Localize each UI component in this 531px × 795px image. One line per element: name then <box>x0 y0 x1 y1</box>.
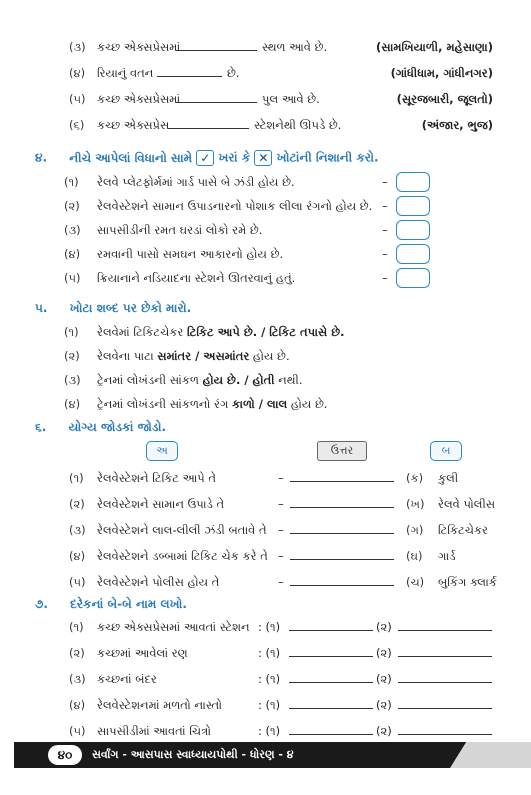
answer-blank[interactable] <box>176 50 257 51</box>
statement-text: રેલવેસ્ટેશને સામાન ઉપાડનારનો પોશાક લીલા રંગનો હોય છે. <box>97 199 373 213</box>
item-number: (૨) <box>64 349 80 363</box>
item-number: (૪) <box>69 698 86 712</box>
item-text: સાપસીડીમાં આવતાં ચિત્રો <box>97 724 212 738</box>
statement-line <box>97 397 328 412</box>
page-number: ૪૦ <box>48 745 82 765</box>
item-number: (૩) <box>69 523 86 537</box>
item-number: (૪) <box>64 247 81 261</box>
question-text: દરેકનાં બે-બે નામ લખો. <box>70 597 187 611</box>
answer-blank[interactable] <box>398 630 492 631</box>
answer-blank[interactable] <box>176 102 257 103</box>
statement-text: રેલવેમાં ટિકિટચેકર <box>97 325 188 339</box>
item-number: (૨) <box>69 646 85 660</box>
dash: – <box>382 247 388 261</box>
question-number: ૭. <box>35 597 48 611</box>
statement-text: નથી. <box>274 373 303 387</box>
statement-line <box>97 325 345 340</box>
question-number: ૫. <box>35 301 48 315</box>
question-text: ખોટા શબ્દ પર છેકો મારો. <box>69 301 192 315</box>
option-hint: (સૂરજબારી, જૂલતો) <box>396 92 493 106</box>
item-number: (૨) <box>64 199 80 213</box>
answer-blank[interactable] <box>289 630 373 631</box>
answer-column-header: ઉત્તર <box>317 441 367 461</box>
answer-blank[interactable] <box>290 559 394 560</box>
question-text: યોગ્ય જોડકાં જોડો. <box>68 420 167 434</box>
item-number: (૩) <box>69 672 86 686</box>
match-right-text: ટિકિટચેકર <box>438 523 488 537</box>
column-a-header: અ <box>146 441 178 461</box>
dash: – <box>278 549 284 563</box>
item-number: (૩) <box>64 223 81 237</box>
answer-label-1: : (૧) <box>258 672 281 686</box>
item-number: (૬) <box>69 118 85 132</box>
option-letter: (ચ) <box>406 575 425 589</box>
item-number: (૫) <box>69 724 86 738</box>
option-hint: (સામખિયાળી, મહેસાણા) <box>376 40 493 54</box>
item-text: કચ્છ એક્સપ્રેસમાં <box>97 92 181 106</box>
answer-box[interactable] <box>396 268 430 288</box>
statement-text: સાપસીડીની રમત ઘરડાં લોકો રમે છે. <box>97 223 263 237</box>
answer-box[interactable] <box>396 172 430 192</box>
dash: – <box>382 271 388 285</box>
item-text: કચ્છ એક્સપ્રેસ <box>97 118 170 132</box>
answer-blank[interactable] <box>290 533 394 534</box>
dash: – <box>278 471 284 485</box>
answer-blank[interactable] <box>290 585 394 586</box>
statement-text: રમવાની પાસો સમઘન આકારનો હોય છે. <box>97 247 284 261</box>
question-number: ૪. <box>35 150 47 165</box>
item-number: (૫) <box>64 271 81 285</box>
item-text: પુલ આવે છે. <box>262 92 320 106</box>
answer-label-1: : (૧) <box>258 724 281 738</box>
choice-text[interactable]: ટિકિટ આપે છે. / ટિકિટ તપાસે છે. <box>187 325 345 339</box>
item-text: કચ્છ એક્સપ્રેસમાં <box>97 40 181 54</box>
statement-text: હોય છે. <box>287 397 328 411</box>
footer-title: સર્વાંગ - આસપાસ સ્વાધ્યાયપોથી - ધોરણ - ૪ <box>92 748 294 761</box>
item-text: સ્ટેશનેથી ઊપડે છે. <box>254 118 342 132</box>
answer-blank[interactable] <box>289 656 373 657</box>
match-right-text: રેલવે પોલીસ <box>438 497 496 511</box>
answer-blank[interactable] <box>289 682 373 683</box>
answer-blank[interactable] <box>398 682 492 683</box>
dash: – <box>382 199 388 213</box>
answer-box[interactable] <box>396 196 430 216</box>
item-number: (૧) <box>64 175 79 189</box>
question-6-heading <box>35 420 166 435</box>
question-text: ખોટાંની નિશાની કરો. <box>276 150 379 165</box>
item-number: (૧) <box>69 471 84 485</box>
answer-box[interactable] <box>396 244 430 264</box>
item-number: (૩) <box>64 373 81 387</box>
page-footer <box>0 742 531 768</box>
column-b-header: બ <box>430 441 462 461</box>
answer-label-2: (૨) <box>376 724 392 738</box>
dash: – <box>382 175 388 189</box>
item-number: (૪) <box>69 549 86 563</box>
check-icon: ✓ <box>196 150 214 166</box>
statement-text: ટ્રેનમાં લોખંડની સાંકળ <box>97 373 203 387</box>
dash: – <box>278 497 284 511</box>
match-right-text: ગાર્ડ <box>438 549 456 563</box>
dash: – <box>382 223 388 237</box>
question-7-heading <box>35 597 187 612</box>
answer-box[interactable] <box>396 220 430 240</box>
item-number: (૫) <box>69 575 86 589</box>
item-text: છે. <box>227 66 240 80</box>
answer-label-2: (૨) <box>376 698 392 712</box>
option-letter: (ક) <box>406 471 424 485</box>
statement-text: ટ્રેનમાં લોખંડની સાંકળનો રંગ <box>97 397 233 411</box>
statement-text: ક્રિયાનાને નડિયાદના સ્ટેશને ઊતરવાનું હતું. <box>97 271 296 285</box>
item-number: (૩) <box>69 40 86 54</box>
match-left-text: રેલવેસ્ટેશને સામાન ઉપાડે તે <box>97 497 225 511</box>
statement-text: રેલવે પ્લેટફોર્મમાં ગાર્ડ પાસે બે ઝંડી હોય છે. <box>97 175 295 189</box>
dash: – <box>278 523 284 537</box>
choice-text[interactable]: કાળો / લાલ <box>232 397 288 411</box>
cross-icon: ✕ <box>254 150 272 166</box>
item-number: (૨) <box>69 497 85 511</box>
answer-label-1: : (૧) <box>258 620 281 634</box>
option-hint: (અંજાર, ભુજ) <box>421 118 493 132</box>
match-right-text: બુકિંગ ક્લાર્ક <box>438 575 497 589</box>
item-number: (૪) <box>69 66 86 80</box>
question-text: ખરાં કે <box>218 150 251 165</box>
question-5-heading <box>35 301 191 316</box>
answer-blank[interactable] <box>157 76 222 77</box>
choice-text[interactable]: હોય છે. / હોતી <box>202 373 275 387</box>
item-number: (૪) <box>64 397 81 411</box>
dash: – <box>278 575 284 589</box>
item-text: કચ્છમાં આવેલાં રણ <box>97 646 188 660</box>
answer-label-1: : (૧) <box>258 646 281 660</box>
question-number: ૬. <box>35 420 47 434</box>
answer-blank[interactable] <box>290 507 394 508</box>
answer-label-2: (૨) <box>376 672 392 686</box>
match-right-text: કુલી <box>438 471 459 485</box>
option-letter: (ગ) <box>406 523 424 537</box>
option-letter: (ઘ) <box>406 549 423 563</box>
match-left-text: રેલવેસ્ટેશને ટિકિટ આપે તે <box>97 471 217 485</box>
question-text: નીચે આપેલાં વિધાનો સામે <box>69 150 193 165</box>
item-text: કચ્છનાં બંદર <box>97 672 157 686</box>
item-text: રિયાનું વતન <box>97 66 154 80</box>
option-letter: (ખ) <box>406 497 425 511</box>
item-number: (૧) <box>64 325 79 339</box>
option-hint: (ગાંધીધામ, ગાંધીનગર) <box>390 66 493 80</box>
match-left-text: રેલવેસ્ટેશને ડબ્બામાં ટિકિટ ચેક કરે તે <box>97 549 268 563</box>
answer-blank[interactable] <box>289 734 373 735</box>
match-left-text: રેલવેસ્ટેશને પોલીસ હોય તે <box>97 575 220 589</box>
answer-blank[interactable] <box>290 481 394 482</box>
answer-label-1: : (૧) <box>258 698 281 712</box>
statement-line <box>97 349 290 364</box>
match-left-text: રેલવેસ્ટેશને લાલ-લીલી ઝંડી બતાવે તે <box>97 523 267 537</box>
statement-line <box>97 373 302 388</box>
answer-label-2: (૨) <box>376 646 392 660</box>
answer-blank[interactable] <box>398 656 492 657</box>
item-text: સ્થળ આવે છે. <box>262 40 328 54</box>
answer-blank[interactable] <box>398 734 492 735</box>
answer-label-2: (૨) <box>376 620 392 634</box>
answer-blank[interactable] <box>398 708 492 709</box>
item-number: (૧) <box>69 620 84 634</box>
statement-text: રેલવેના પાટા <box>97 349 158 363</box>
item-text: રેલવેસ્ટેશનમાં મળતો નાસ્તો <box>97 698 223 712</box>
statement-text: હોય છે. <box>249 349 290 363</box>
choice-text[interactable]: સમાંતર / અસમાંતર <box>157 349 250 363</box>
item-text: કચ્છ એક્સપ્રેસમાં આવતાં સ્ટેશન <box>97 620 250 634</box>
answer-blank[interactable] <box>168 128 249 129</box>
item-number: (૫) <box>69 92 86 106</box>
question-4-heading <box>35 150 379 166</box>
answer-blank[interactable] <box>289 708 373 709</box>
